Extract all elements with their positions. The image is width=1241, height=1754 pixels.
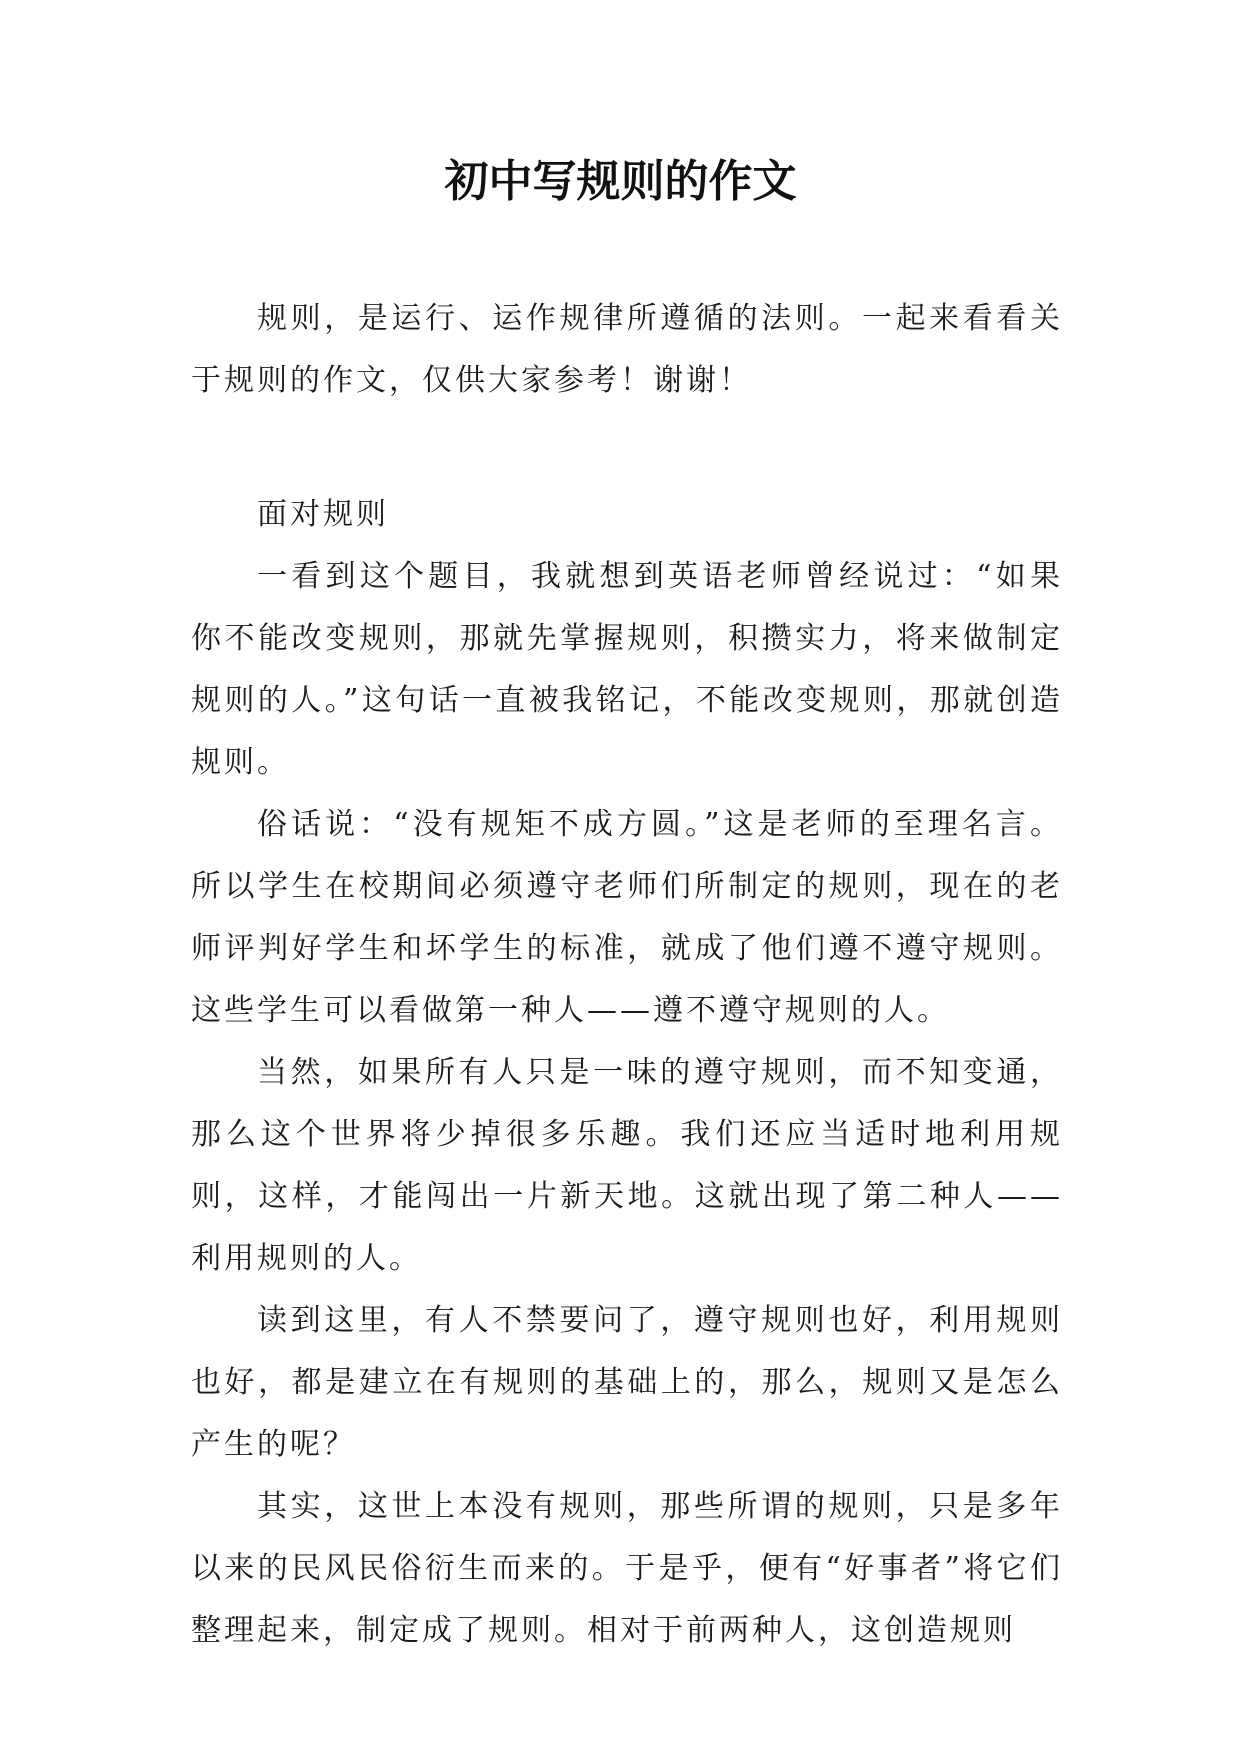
paragraph: 读到这里，有人不禁要问了，遵守规则也好，利用规则也好，都是建立在有规则的基础上的，那么，规则又是怎么产生的呢？ — [191, 1303, 1063, 1462]
paragraph: 当然，如果所有人只是一味的遵守规则，而不知变通，那么这个世界将少掉很多乐趣。我们还应当适时地利用规则，这样，才能闯出一片新天地。这就出现了第二种人——利用规则的人。 — [191, 1055, 1063, 1276]
paragraph: 其实，这世上本没有规则，那些所谓的规则，只是多年以来的民风民俗衍生而来的。于是乎，便有“好事者”将它们整理起来，制定成了规则。相对于前两种人，这创造规则 — [191, 1489, 1063, 1648]
document-body — [191, 288, 1063, 1662]
intro-paragraph: 规则，是运行、运作规律所遵循的法则。一起来看看关于规则的作文，仅供大家参考！谢谢！ — [191, 301, 1063, 398]
essay-heading: 面对规则 — [257, 497, 389, 532]
paragraph: 俗话说：“没有规矩不成方圆。”这是老师的至理名言。所以学生在校期间必须遵守老师们所制定的规则，现在的老师评判好学生和坏学生的标准，就成了他们遵不遵守规则。这些学生可以看做第一种人——遵不遵守规则的人。 — [191, 807, 1063, 1028]
document-title: 初中写规则的作文 — [444, 156, 797, 207]
paragraph: 一看到这个题目，我就想到英语老师曾经说过：“如果你不能改变规则，那就先掌握规则，积攒实力，将来做制定规则的人。”这句话一直被我铭记，不能改变规则，那就创造规则。 — [191, 559, 1063, 780]
